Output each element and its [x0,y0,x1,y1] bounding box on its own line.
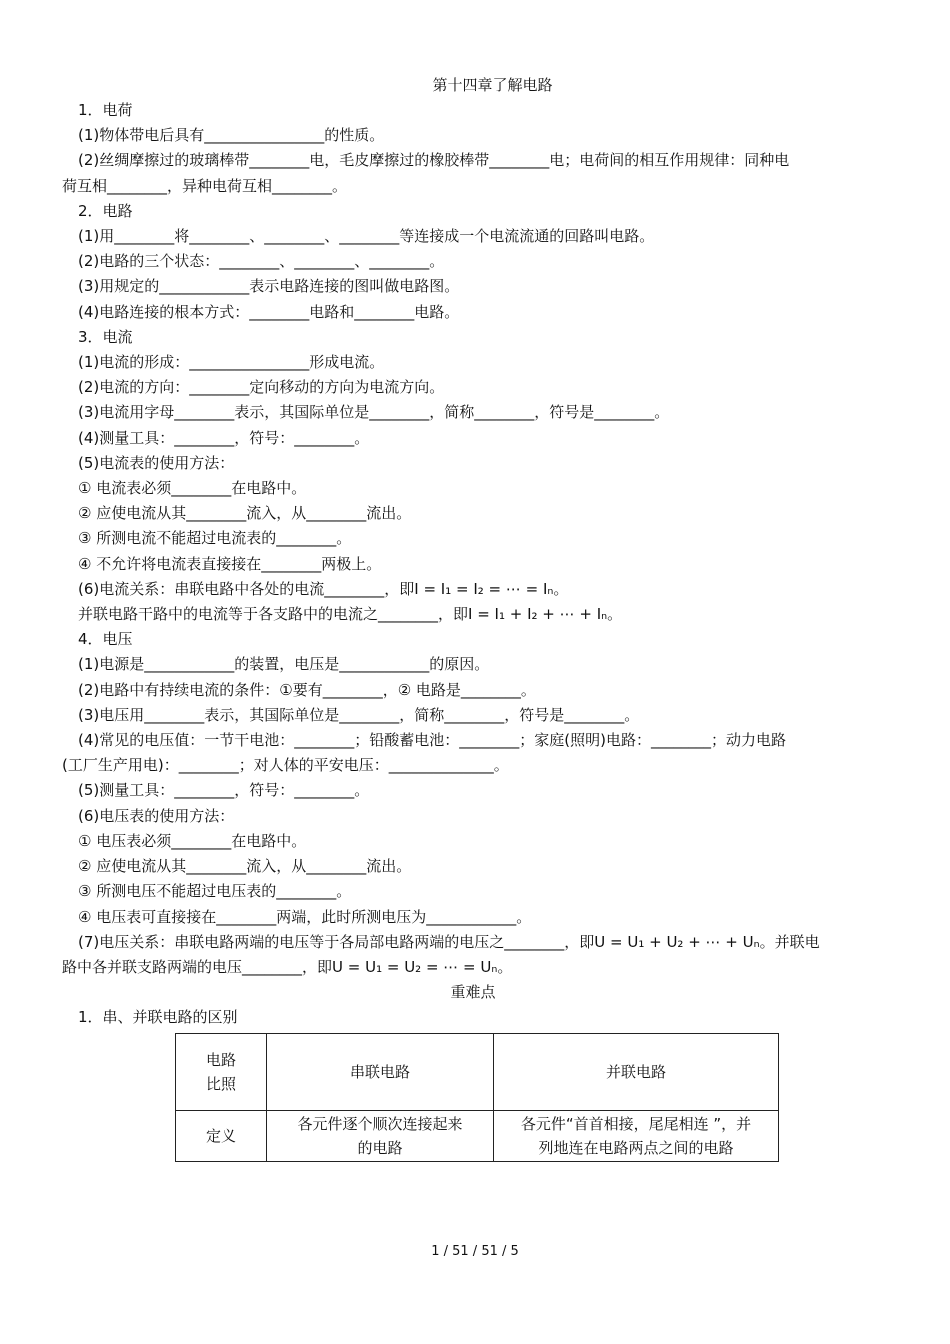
table-cell: 各元件逐个顺次连接起来 的电路 [267,1110,494,1161]
line-text: 4．电压 [78,630,133,649]
line-text: (1)物体带电后具有________________的性质。 [78,126,385,145]
text-line [62,325,884,350]
line-text: (3)电流用字母________表示，其国际单位是________，简称________，符号是________。 [78,403,670,422]
table-header-cell: 并联电路 [494,1033,779,1110]
text-line [62,426,884,451]
text-line [62,451,884,476]
text-line [62,300,884,325]
line-text: ③ 所测电流不能超过电流表的________。 [78,529,352,548]
text-line [62,1005,884,1030]
formula: I = I₁ = I₂ = ⋯ = Iₙ。 [414,579,569,598]
text-line [62,829,884,854]
text-line [62,980,884,1005]
text-line [62,804,884,829]
line-text: (3)电压用________表示，其国际单位是________，简称________，符号是________。 [78,705,640,724]
text-line [62,905,884,930]
line-text: (4)电路连接的根本方式：________电路和________电路。 [78,302,460,321]
line-text: (2)丝绸摩擦过的玻璃棒带________电，毛皮摩擦过的橡胶棒带________电；电荷间的相互作用规律：同种电 [78,151,790,170]
line-text: ② 应使电流从其________流入，从________流出。 [78,504,412,523]
line-text: (6)电压表的使用方法： [78,806,235,825]
comparison-table [175,1033,779,1162]
text-line [62,577,884,602]
line-text: (2)电路的三个状态：________、________、________。 [78,252,445,271]
text-line [62,602,884,627]
text-line [62,274,884,299]
line-text: (1)电流的形成：________________形成电流。 [78,353,385,372]
text-line [62,501,884,526]
text-line [62,854,884,879]
text-line [62,98,884,123]
line-text: (2)电路中有持续电流的条件：①要有________，② 电路是________。 [78,680,536,699]
line-text: 2．电路 [78,201,133,220]
text-line [62,678,884,703]
text-line [62,249,884,274]
text-line [62,879,884,904]
line-text: 3．电流 [78,327,133,346]
line-text: 1．串、并联电路的区别 [78,1008,238,1027]
text-line [62,728,884,753]
text-line [62,526,884,551]
text-line [62,627,884,652]
text-line [62,476,884,501]
line-text: (1)用________将________、________、________等连接成一个电流流通的回路叫电路。 [78,227,655,246]
line-text: ④ 不允许将电流表直接接在________两极上。 [78,554,382,573]
line-text: ② 应使电流从其________流入，从________流出。 [78,857,412,876]
text-line [62,955,884,980]
line-text: ④ 电压表可直接接在________两端，此时所测电压为____________。 [78,907,532,926]
line-text: (2)电流的方向：________定向移动的方向为电流方向。 [78,378,445,397]
line-text: (4)常见的电压值：一节干电池：________；铅酸蓄电池：________；家庭(照明)电路：________；动力电路 [78,731,786,750]
text-line [62,753,884,778]
text-line [62,123,884,148]
line-text: ① 电压表必须________在电路中。 [78,831,307,850]
text-line [62,224,884,249]
text-line [62,778,884,803]
line-text: (3)用规定的____________表示电路连接的图叫做电路图。 [78,277,460,296]
text-lines [62,98,884,1031]
line-text: 重难点 [450,983,496,1002]
chapter-title: 第十四章了解电路 [432,76,553,94]
text-line [62,375,884,400]
formula: U = U₁ = U₂ = ⋯ = Uₙ。 [332,957,513,976]
table-row [176,1110,779,1161]
line-text: ③ 所测电压不能超过电压表的________。 [78,882,352,901]
text-line [62,199,884,224]
text-line [62,350,884,375]
line-text: ① 电流表必须________在电路中。 [78,479,307,498]
table-header-cell: 串联电路 [267,1033,494,1110]
line-text: 并联电路干路中的电流等于各支路中的电流之________，即 [78,605,469,624]
page-number: 1 / 51 / 51 / 5 [431,1244,519,1259]
text-line [62,703,884,728]
document-body [62,98,884,1162]
line-text: 荷互相________，异种电荷互相________。 [62,176,348,195]
formula: I = I₁ + I₂ + ⋯ + Iₙ。 [468,605,623,624]
text-line [62,552,884,577]
line-text: (6)电流关系：串联电路中各处的电流________，即 [78,579,415,598]
text-line [62,930,884,955]
line-text: (1)电源是____________的装置，电压是____________的原因。 [78,655,490,674]
text-line [62,174,884,199]
text-line [62,148,884,173]
line-text: (4)测量工具：________，符号：________。 [78,428,370,447]
text-line [62,400,884,425]
line-text: (工厂生产用电)：________；对人体的平安电压：______________。 [62,756,509,775]
line-text: 1．电荷 [78,101,133,119]
table-header-row [176,1033,779,1110]
line-text: (5)测量工具：________，符号：________。 [78,781,370,800]
table-header-cell: 电路 比照 [176,1033,267,1110]
formula: U = U₁ + U₂ + ⋯ + Uₙ。并联电 [594,932,820,951]
line-text: 路中各并联支路两端的电压________，即 [62,957,333,976]
line-text: (5)电流表的使用方法： [78,453,235,472]
table-cell: 定义 [176,1110,267,1161]
line-text: (7)电压关系：串联电路两端的电压等于各局部电路两端的电压之________，即 [78,932,595,951]
table-cell: 各元件“首首相接，尾尾相连 ”，并 列地连在电路两点之间的电路 [494,1110,779,1161]
text-line [62,652,884,677]
